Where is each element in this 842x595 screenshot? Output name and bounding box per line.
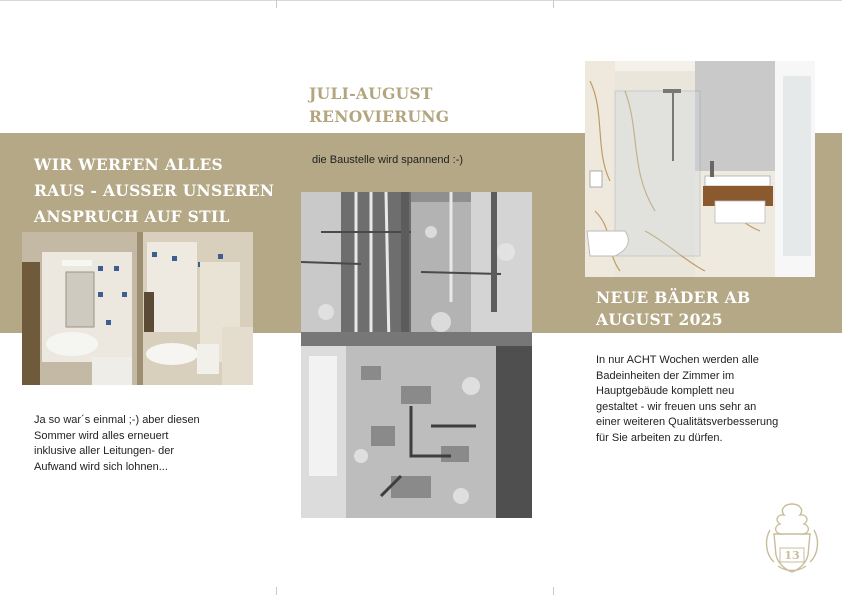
fold-mark — [553, 587, 554, 595]
middle-subtitle: die Baustelle wird spannend :-) — [312, 154, 464, 166]
body-line: Badeinheiten der Zimmer im — [596, 369, 735, 382]
construction-photo-bottom — [301, 346, 532, 518]
headline-line: AUGUST 2025 — [596, 310, 723, 329]
body-line: Hauptgebäude komplett neu — [596, 385, 735, 397]
headline-line: ANSPRUCH AUF STIL — [34, 207, 230, 226]
headline-line: NEUE BÄDER AB — [596, 288, 751, 307]
body-line: Ja so war´s einmal ;-) aber diesen — [34, 414, 200, 426]
body-line: gestaltet - wir freuen uns sehr an — [596, 400, 757, 413]
fold-mark — [276, 0, 277, 8]
crest-number: 13 — [784, 549, 800, 562]
body-line: einer weiteren Qualitätsverbesserung — [596, 416, 779, 428]
body-line: Aufwand wird sich lohnen... — [34, 460, 168, 473]
body-line: für Sie arbeiten zu dürfen. — [596, 431, 723, 444]
right-body-text — [596, 353, 778, 446]
body-line: In nur ACHT Wochen werden alle — [596, 354, 759, 366]
middle-headline — [309, 82, 449, 128]
left-headline — [34, 152, 274, 230]
fold-mark — [276, 587, 277, 595]
left-body-text — [34, 413, 200, 475]
headline-line: WIR WERFEN ALLES — [34, 155, 224, 174]
construction-photo-top — [301, 192, 532, 346]
crest-logo — [760, 500, 824, 576]
page-top-edge — [0, 0, 842, 1]
body-line: inklusive aller Leitungen- der — [34, 445, 175, 457]
fold-mark — [553, 0, 554, 8]
headline-line: RAUS - AUSSER UNSEREN — [34, 181, 275, 200]
headline-line: RENOVIERUNG — [309, 107, 450, 126]
right-headline — [596, 287, 750, 331]
new-bathroom-rendering — [585, 61, 815, 277]
old-bathroom-photo — [22, 232, 253, 385]
body-line: Sommer wird alles erneuert — [34, 429, 169, 442]
headline-line: JULI-AUGUST — [309, 84, 433, 103]
